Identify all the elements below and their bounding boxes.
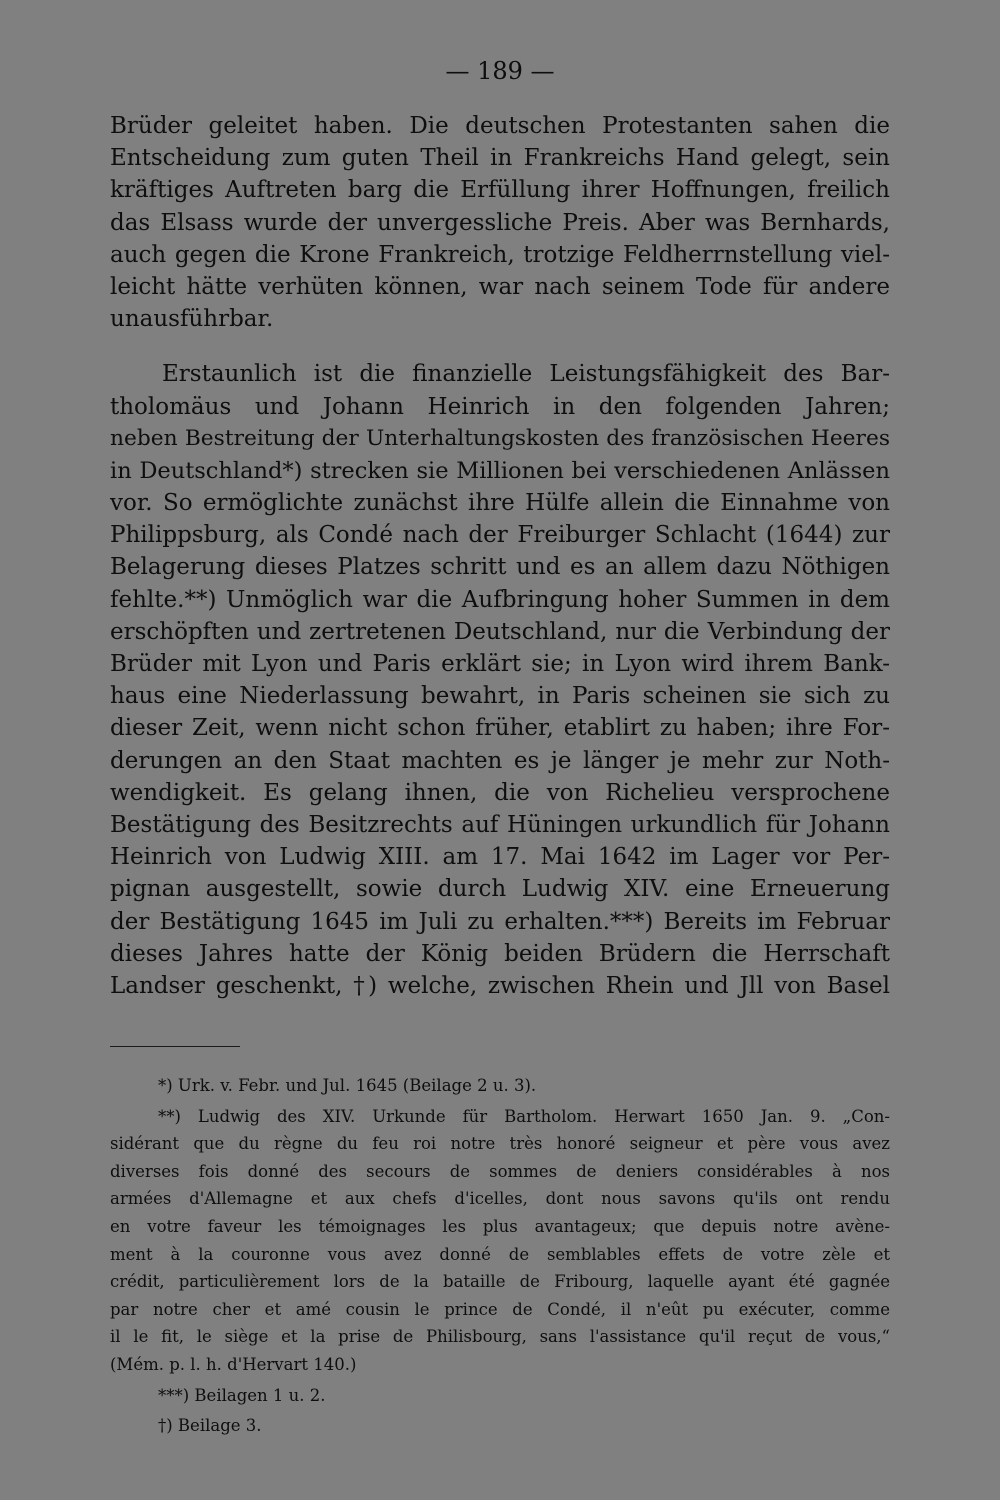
body-text: [110, 110, 890, 1002]
text-line: leicht hätte verhüten können, war nach seinem Tode für andere: [110, 273, 890, 300]
text-line: haus eine Niederlassung bewahrt, in Paris scheinen sie sich zu: [110, 683, 890, 710]
footnote-line: †) Beilage 3.: [158, 1416, 262, 1436]
text-line: Heinrich von Ludwig XIII. am 17. Mai 1642 im Lager vor Per-: [110, 844, 890, 871]
footnote-line: il le fit, le siège et la prise de Philisbourg, sans l'assistance qu'il reçut de vous,“: [110, 1327, 890, 1347]
text-line: Philippsburg, als Condé nach der Freiburger Schlacht (1644) zur: [110, 522, 890, 549]
text-line: neben Bestreitung der Unterhaltungskosten des französischen Heeres: [110, 425, 890, 451]
text-line: pignan ausgestellt, sowie durch Ludwig XIV. eine Erneuerung: [110, 876, 890, 903]
footnote-line: armées d'Allemagne et aux chefs d'icelles, dont nous savons qu'ils ont rendu: [110, 1189, 890, 1209]
text-line: der Bestätigung 1645 im Juli zu erhalten.***) Bereits im Februar: [110, 908, 890, 935]
footnote-line: crédit, particulièrement lors de la bataille de Fribourg, laquelle ayant été gagnée: [110, 1272, 890, 1292]
text-line: wendigkeit. Es gelang ihnen, die von Richelieu versprochene: [110, 779, 890, 806]
text-line: dieses Jahres hatte der König beiden Brüdern die Herrschaft: [110, 940, 890, 967]
footnote-line: diverses fois donné des secours de sommes de deniers considérables à nos: [110, 1161, 890, 1181]
text-line: tholomäus und Johann Heinrich in den folgenden Jahren;: [110, 393, 890, 420]
footnote-line: ment à la couronne vous avez donné de semblables effets de votre zèle et: [110, 1244, 890, 1264]
page-number: — 189 —: [445, 57, 555, 85]
footnote-line: (Mém. p. l. h. d'Hervart 140.): [110, 1354, 357, 1374]
text-line: Brüder mit Lyon und Paris erklärt sie; in Lyon wird ihrem Bank-: [110, 651, 890, 677]
footnote: [110, 1412, 890, 1440]
text-line: Landser geschenkt, †) welche, zwischen Rhein und Jll von Basel: [110, 972, 890, 999]
text-line: Bestätigung des Besitzrechts auf Hüningen urkundlich für Johann: [110, 811, 890, 838]
text-line: in Deutschland*) strecken sie Millionen bei verschiedenen Anlässen: [110, 457, 890, 484]
footnotes: [110, 1072, 890, 1440]
footnote: [110, 1072, 890, 1100]
text-line: kräftiges Auftreten barg die Erfüllung ihrer Hoffnungen, freilich: [110, 177, 890, 204]
text-line: vor. So ermöglichte zunächst ihre Hülfe allein die Einnahme von: [110, 490, 890, 517]
text-line: dieser Zeit, wenn nicht schon früher, etablirt zu haben; ihre For-: [110, 715, 890, 742]
text-line: unausführbar.: [110, 306, 274, 333]
footnote-divider: [110, 1046, 240, 1047]
text-line: derungen an den Staat machten es je länger je mehr zur Noth-: [110, 747, 890, 774]
footnote-line: en votre faveur les témoignages les plus avantageux; que depuis notre avène-: [110, 1216, 890, 1236]
text-line: Erstaunlich ist die finanzielle Leistungsfähigkeit des Bar-: [162, 361, 890, 388]
footnote: [110, 1382, 890, 1410]
text-line: fehlte.**) Unmöglich war die Aufbringung hoher Summen in dem: [110, 586, 890, 613]
footnote: [110, 1103, 890, 1379]
paragraph: [110, 358, 890, 1002]
footnote-line: par notre cher et amé cousin le prince de Condé, il n'eût pu exécuter, comme: [110, 1299, 890, 1319]
text-line: Entscheidung zum guten Theil in Frankreichs Hand gelegt, sein: [110, 145, 890, 172]
footnote-line: **) Ludwig des XIV. Urkunde für Bartholom. Herwart 1650 Jan. 9. „Con-: [158, 1106, 890, 1126]
text-line: das Elsass wurde der unvergessliche Preis. Aber was Bernhards,: [110, 209, 890, 236]
paragraph-gap: [110, 335, 890, 358]
text-line: auch gegen die Krone Frankreich, trotzige Feldherrnstellung viel-: [110, 241, 890, 268]
footnote-line: ***) Beilagen 1 u. 2.: [158, 1385, 326, 1405]
text-line: Belagerung dieses Platzes schritt und es an allem dazu Nöthigen: [110, 554, 890, 581]
paragraph: [110, 110, 890, 335]
text-line: erschöpften und zertretenen Deutschland, nur die Verbindung der: [110, 618, 890, 645]
footnote-line: *) Urk. v. Febr. und Jul. 1645 (Beilage 2 u. 3).: [158, 1076, 537, 1095]
text-line: Brüder geleitet haben. Die deutschen Protestanten sahen die: [110, 113, 890, 139]
footnote-line: sidérant que du règne du feu roi notre très honoré seigneur et père vous avez: [110, 1134, 890, 1154]
